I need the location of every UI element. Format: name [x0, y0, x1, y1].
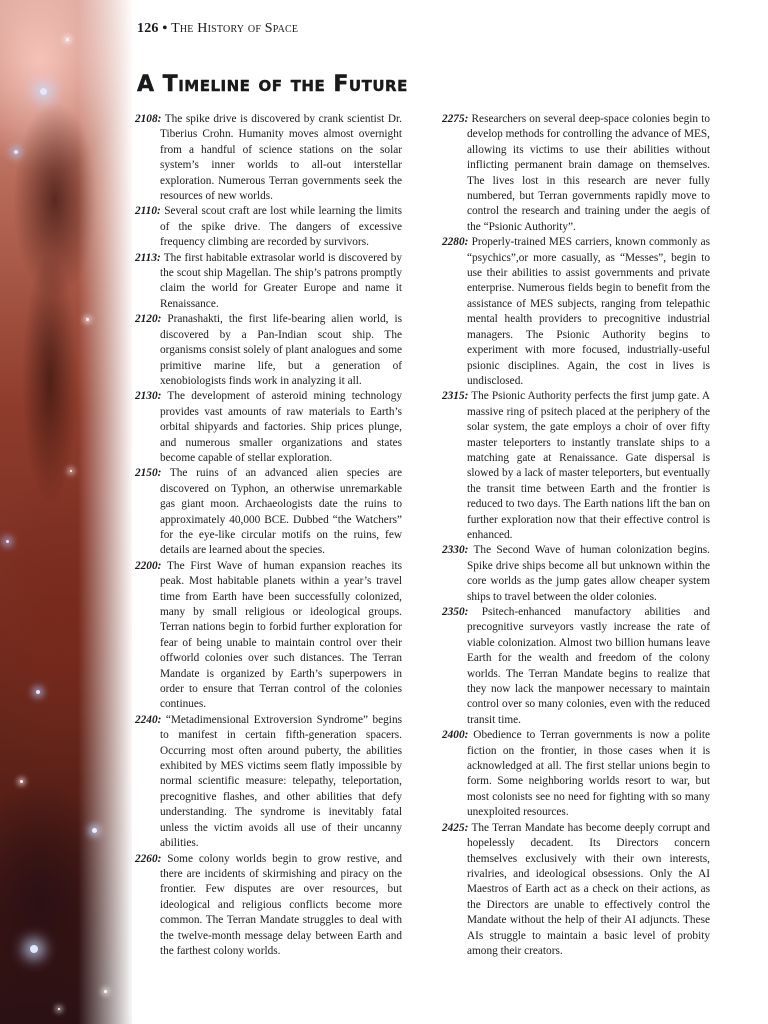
star-icon [30, 945, 38, 953]
timeline-entry [442, 728, 710, 820]
entry-text: The Psionic Authority perfects the first jump gate. A massive ring of psitech placed at the periphery of the solar system, the gate employs a choir of over fifty master teleporters to instantly translate ships to a matching gate at Renaissance. Gate dispersal is slowed by a lack of master teleporters, but eventually the transit time between Earth and the frontier is reduced to two days. The Earth nations lift the ban on further exploration now that their effective control is enhanced. [467, 390, 710, 541]
entry-year: 2315: [442, 390, 469, 403]
entry-text: Researchers on several deep-space colonies begin to develop methods for controlling the advance of MES, allowing its victims to use their abilities without inflicting permanent brain damage on themselves. The lives lost in this research are never fully numbered, but Terran governments rapidly move to control the research and training under the aegis of the “Psionic Authority”. [467, 113, 710, 233]
timeline-entry [442, 543, 710, 605]
entry-text: The spike drive is discovered by crank scientist Dr. Tiberius Crohn. Humanity moves almost overnight from a handful of science stations on the solar system’s inner worlds to all-out interstellar exploration. Numerous Terran governments seek the resources of new worlds. [160, 113, 403, 203]
entry-text: Some colony worlds begin to grow restive, and there are incidents of skirmishing and piracy on the frontier. Few disputes are over resources, but ideological and religious conflicts become more common. The Terran Mandate struggles to deal with the twelve-month message delay between Earth and the farthest colony worlds. [160, 852, 402, 957]
entry-year: 2108: [135, 113, 162, 125]
star-icon [20, 780, 23, 783]
timeline-entry [135, 312, 402, 389]
entry-text: The development of asteroid mining technology provides vast amounts of raw materials to Earth’s orbital shipyards and factories. Ship prices plunge, and numerous smaller organizations and states become capable of stellar exploration. [160, 390, 402, 464]
entry-year: 2350: [442, 606, 469, 618]
entry-year: 2130: [135, 390, 162, 403]
timeline-entry [135, 112, 402, 204]
star-icon [6, 540, 9, 543]
entry-text: Pranashakti, the first life-bearing alien world, is discovered by a Pan-Indian scout ship. The organisms consist solely of plant analogues and some primitive marine life, but a generation of xenobiologists finds work in analyzing it all. [160, 313, 402, 387]
star-icon [36, 690, 40, 694]
timeline-entry [442, 112, 710, 235]
entry-text: The Second Wave of human colonization begins. Spike drive ships become all but unknown within the core worlds as the jump gates allow cheaper system ships to travel between the older colonies. [467, 544, 710, 603]
running-head [137, 21, 298, 37]
timeline-column-right [442, 112, 710, 959]
entry-year: 2150: [135, 467, 162, 480]
entry-text: Obedience to Terran governments is now a polite fiction on the frontier, in those cases when it is acknowledged at all. The first stellar unions begin to form. Some neighboring worlds resort to war, but most colonists see no need for fighting with so many unexploited resources. [467, 729, 710, 819]
star-icon [70, 470, 72, 472]
page-title: A Timeline of the Future [137, 72, 408, 97]
timeline-entry [135, 852, 402, 960]
star-icon [58, 1008, 60, 1010]
timeline-entry [135, 559, 402, 713]
timeline-entry [135, 251, 402, 313]
timeline-entry [135, 713, 402, 852]
entry-text: The ruins of an advanced alien species are discovered on Typhon, an otherwise unremarkable gas giant moon. Archaeologists date the ruins to approximately 40,000 BCE. Dubbed “the Watchers” for the eye-like circular motifs on the ruins, few details are learned about the species. [160, 467, 402, 557]
entry-year: 2113: [135, 251, 161, 264]
timeline-entry [442, 821, 710, 960]
timeline-entry [442, 389, 710, 543]
entry-year: 2120: [135, 313, 162, 326]
timeline-column-left [135, 112, 402, 959]
star-icon [66, 38, 69, 41]
entry-year: 2400: [442, 729, 469, 742]
entry-year: 2240: [135, 713, 162, 726]
star-icon [14, 150, 18, 154]
entry-year: 2260: [135, 852, 162, 865]
timeline-entry [135, 389, 402, 466]
entry-year: 2200: [135, 559, 162, 572]
star-icon [40, 88, 47, 95]
entry-text: Properly-trained MES carriers, known commonly as “psychics”,or more casually, as “Messes”, begin to use their abilities to assist governments and private enterprise. Numerous fields begin to benefit from the assistance of MES subjects, ranging from telepathic mental health providers to precognitive industrial managers. The Psionic Authority begins to experiment with more focused, industrially-useful psionic disciplines. Again, the cost in lives is undisclosed. [467, 236, 710, 387]
entry-year: 2275: [442, 113, 469, 125]
entry-year: 2110: [135, 205, 161, 218]
page-number: 126 [137, 21, 159, 36]
header-separator: • [162, 21, 168, 36]
entry-year: 2280: [442, 236, 469, 249]
timeline-entry [135, 204, 402, 250]
entry-year: 2330: [442, 544, 469, 557]
entry-text: “Metadimensional Extroversion Syndrome” begins to manifest in certain fifth-generation spacers. Occurring most often around puberty, the abilities exhibited by MES victims seem flatly impossible by normal scientific measure: telepathy, teleportation, precognitive flashes, and other abilities that defy understanding. The syndrome is inevitably fatal unless the victim avoids all use of their uncanny abilities. [160, 713, 402, 850]
entry-text: The first habitable extrasolar world is discovered by the scout ship Magellan. The ship’s patrons promptly claim the world for Greater Europe and name it Renaissance. [160, 251, 403, 310]
image-fade [78, 0, 134, 1024]
entry-text: Psitech-enhanced manufactory abilities and precognitive surveyors vastly increase the rate of viable colonization. Almost two billion humans leave Earth for the wealth and freedom of the colony worlds. The Terran Mandate begins to realize that they now lack the manpower necessary to maintain control over so many colonies, even with the reduced transit time. [467, 606, 710, 726]
entry-text: The Terran Mandate has become deeply corrupt and hopelessly decadent. Its Directors concern themselves exclusively with their own interests, rivalries, and ideological obsessions. Only the AI Maestros of Earth act as a check on their actions, as the Directors are unable to effectively control the Mandate without the help of their AI adjuncts. These AIs struggle to maintain a basic level of probity among their creators. [467, 821, 710, 957]
timeline-entry [442, 235, 710, 389]
book-title: The History of Space [171, 21, 299, 36]
timeline-entry [135, 466, 402, 558]
timeline-entry [442, 605, 710, 728]
entry-text: The First Wave of human expansion reaches its peak. Most habitable planets within a year’s travel time from Earth have been successfully colonized, many by small religious or ideological groups. Terran nations begin to forbid further exploration for fear of being unable to maintain control over their offworld colonies over such distances. The Terran Mandate is organized by Earth’s superpowers in order to ensure that Terran control of the colonies continues. [160, 559, 403, 711]
entry-year: 2425: [442, 821, 469, 834]
entry-text: Several scout craft are lost while learning the limits of the spike drive. The dangers of excessive frequency climbing are recorded by survivors. [160, 205, 402, 249]
